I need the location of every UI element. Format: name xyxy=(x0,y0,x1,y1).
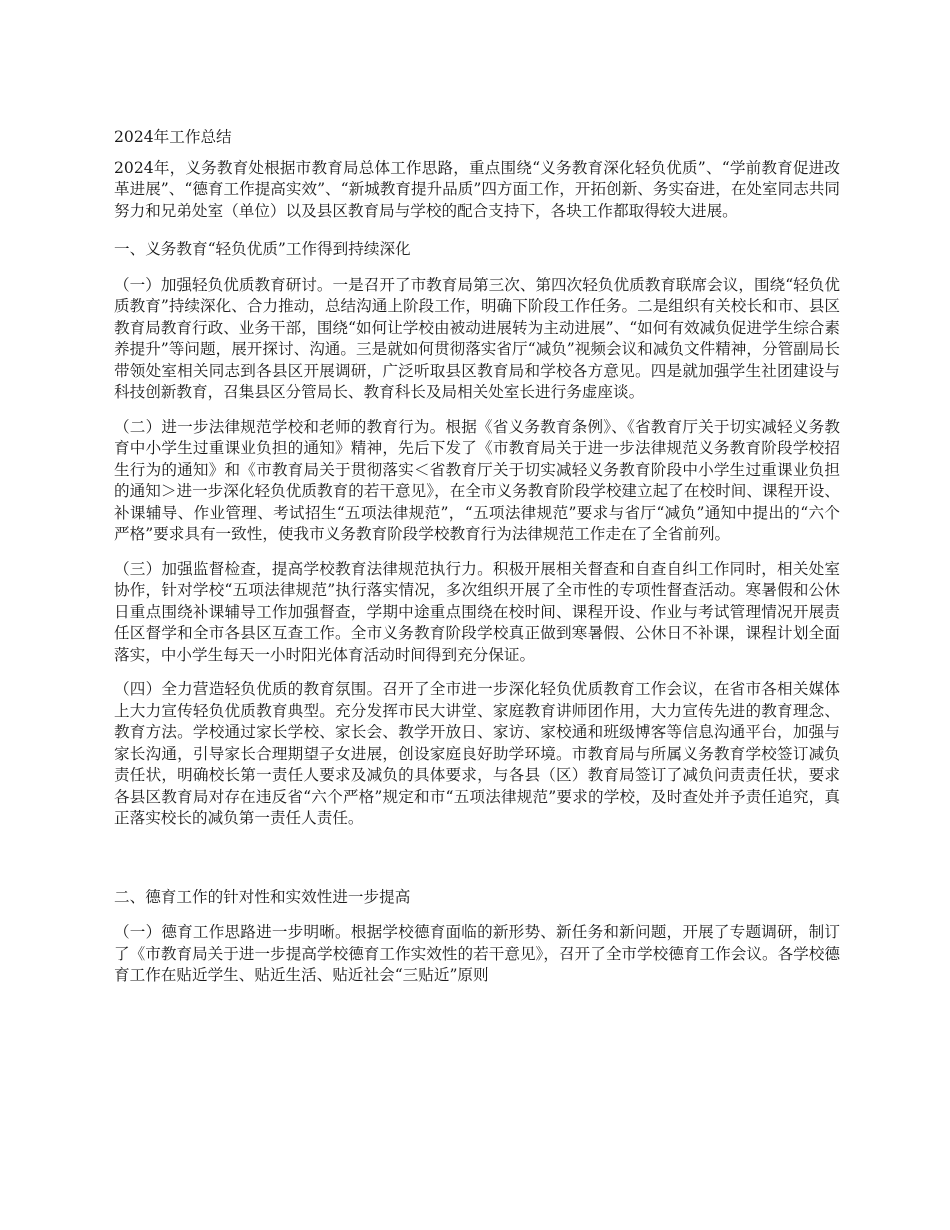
section-2-paragraph-1: （一）德育工作思路进一步明晰。根据学校德育面临的新形势、新任务和新问题，开展了专题调研，制订了《市教育局关于进一步提高学校德育工作实效性的若干意见》，召开了全市学校德育工作会议。各学校德育工作在贴近学生、贴近生活、贴近社会“三贴近”原则 xyxy=(114,923,840,984)
section-1-paragraph-3: （三）加强监督检查，提高学校教育法律规范执行力。积极开展相关督查和自查自纠工作同时，相关处室协作，针对学校“五项法律规范”执行落实情况，多次组织开展了全市性的专项性督查活动。寒暑假和公休日重点围绕补课辅导工作加强督查，学期中途重点围绕在校时间、课程开设、作业与考试管理情况开展责任区督学和全市各县区互查工作。全市义务教育阶段学校真正做到寒暑假、公休日不补课，课程计划全面落实，中小学生每天一小时阳光体育活动时间得到充分保证。 xyxy=(114,559,840,664)
section-1-paragraph-1: （一）加强轻负优质教育研讨。一是召开了市教育局第三次、第四次轻负优质教育联席会议，围绕“轻负优质教育”持续深化、合力推动，总结沟通上阶段工作，明确下阶段工作任务。二是组织有关校长和市、县区教育局教育行政、业务干部，围绕“如何让学校由被动进展转为主动进展”、“如何有效减负促进学生综合素养提升”等问题，展开探讨、沟通。三是就如何贯彻落实省厅“减负”视频会议和减负文件精神，分管副局长带领处室相关同志到各县区开展调研，广泛听取县区教育局和学校各方意见。四是就加强学生社团建设与科技创新教育，召集县区分管局长、教育科长及局相关处室长进行务虚座谈。 xyxy=(114,275,840,401)
document-title: 2024年工作总结 xyxy=(114,128,232,146)
intro-paragraph: 2024年，义务教育处根据市教育局总体工作思路，重点围绕“义务教育深化轻负优质”、“学前教育促进改革进展”、“德育工作提高实效”、“新城教育提升品质”四方面工作，开拓创新、务实奋进，在处室同志共同努力和兄弟处室（单位）以及县区教育局与学校的配合支持下，各块工作都取得较大进展。 xyxy=(114,158,840,220)
section-1-paragraph-2: （二）进一步法律规范学校和老师的教育行为。根据《省义务教育条例》、《省教育厅关于切实减轻义务教育中小学生过重课业负担的通知》精神，先后下发了《市教育局关于进一步法律规范义务教育阶段学校招生行为的通知》和《市教育局关于贯彻落实＜省教育厅关于切实减轻义务教育阶段中小学生过重课业负担的通知＞进一步深化轻负优质教育的若干意见》，在全市义务教育阶段学校建立起了在校时间、课程开设、补课辅导、作业管理、考试招生“五项法律规范”，“五项法律规范”要求与省厅“减负”通知中提出的“六个严格”要求具有一致性，使我市义务教育阶段学校教育行为法律规范工作走在了全省前列。 xyxy=(114,417,840,543)
section-2-heading: 二、德育工作的针对性和实效性进一步提高 xyxy=(114,887,411,906)
document-page xyxy=(114,127,840,1000)
section-1-heading: 一、义务教育“轻负优质”工作得到持续深化 xyxy=(114,240,411,258)
section-1-paragraph-4: （四）全力营造轻负优质的教育氛围。召开了全市进一步深化轻负优质教育工作会议，在省市各相关媒体上大力宣传轻负优质教育典型。充分发挥市民大讲堂、家庭教育讲师团作用，大力宣传先进的教育理念、教育方法。学校通过家长学校、家长会、教学开放日、家访、家校通和班级博客等信息沟通平台，加强与家长沟通，引导家长合理期望子女进展，创设家庭良好助学环境。市教育局与所属义务教育学校签订减负责任状，明确校长第一责任人要求及减负的具体要求，与各县（区）教育局签订了减负问责责任状，要求各县区教育局对存在违反省“六个严格”规定和市“五项法律规范”要求的学校，及时查处并予责任追究，真正落实校长的减负第一责任人责任。 xyxy=(114,680,840,827)
